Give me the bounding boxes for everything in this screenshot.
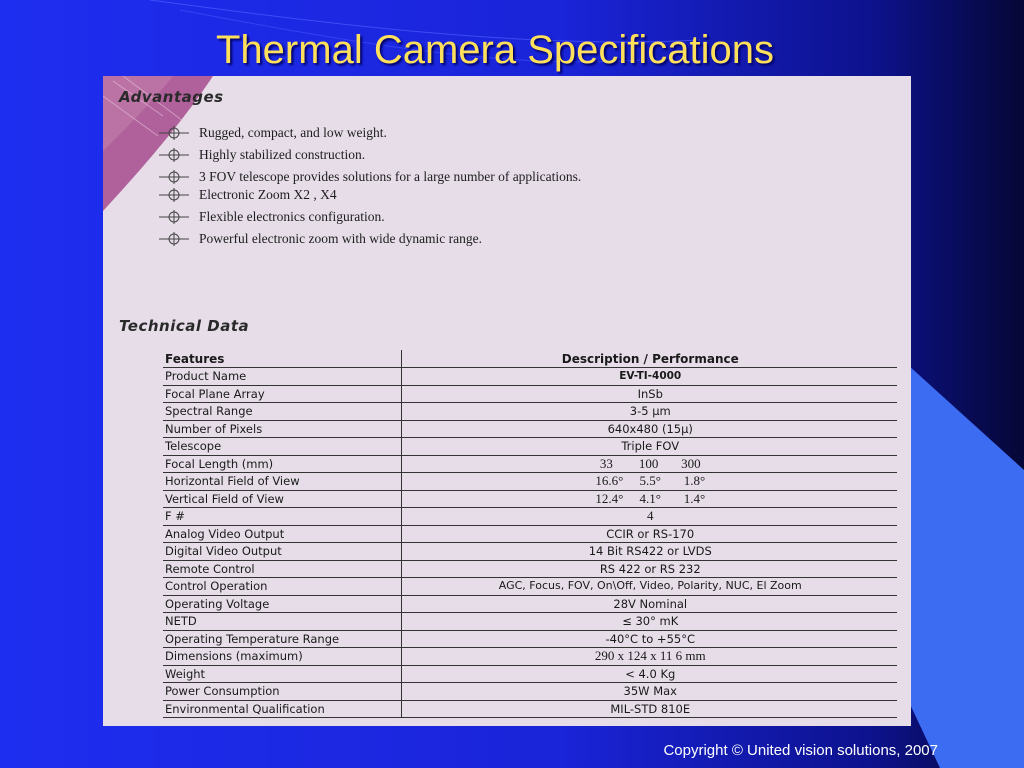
crosshair-bullet-icon [159, 187, 189, 203]
table-row [163, 595, 897, 613]
feature-cell: Remote Control [163, 560, 401, 578]
crosshair-bullet-icon [159, 169, 189, 185]
feature-cell: Focal Length (mm) [163, 455, 401, 473]
feature-cell: Telescope [163, 438, 401, 456]
feature-cell: Digital Video Output [163, 543, 401, 561]
advantage-text: Flexible electronics configuration. [199, 209, 385, 224]
feature-cell: Weight [163, 665, 401, 683]
crosshair-bullet-icon [159, 231, 189, 247]
feature-cell: Vertical Field of View [163, 490, 401, 508]
list-item [159, 206, 581, 228]
table-row [163, 683, 897, 701]
description-cell: 640x480 (15μ) [401, 420, 897, 438]
advantages-list [159, 122, 581, 250]
table-row [163, 403, 897, 421]
description-cell: ≤ 30° mK [401, 613, 897, 631]
technical-data-heading: Technical Data [119, 317, 250, 335]
table-row [163, 438, 897, 456]
table-row [163, 420, 897, 438]
crosshair-bullet-icon [159, 209, 189, 225]
feature-cell: Control Operation [163, 578, 401, 596]
spec-panel [103, 76, 911, 726]
table-row [163, 648, 897, 666]
column-header-description: Description / Performance [401, 350, 897, 368]
feature-cell: Power Consumption [163, 683, 401, 701]
feature-cell: Analog Video Output [163, 525, 401, 543]
description-cell: 16.6° 5.5° 1.8° [401, 473, 897, 491]
crosshair-bullet-icon [159, 125, 189, 141]
slide-title: Thermal Camera Specifications [216, 28, 774, 72]
description-cell: MIL-STD 810E [401, 700, 897, 718]
description-cell: 4 [401, 508, 897, 526]
table-row [163, 473, 897, 491]
table-row [163, 665, 897, 683]
table-row [163, 630, 897, 648]
list-item [159, 228, 581, 250]
list-item [159, 144, 581, 166]
description-cell: RS 422 or RS 232 [401, 560, 897, 578]
description-cell: EV-TI-4000 [401, 368, 897, 386]
description-cell: CCIR or RS-170 [401, 525, 897, 543]
advantage-text: Highly stabilized construction. [199, 147, 366, 162]
column-header-features: Features [163, 350, 401, 368]
list-item [159, 184, 581, 206]
table-row [163, 613, 897, 631]
feature-cell: Horizontal Field of View [163, 473, 401, 491]
description-cell: 33 100 300 [401, 455, 897, 473]
table-row [163, 700, 897, 718]
feature-cell: Focal Plane Array [163, 385, 401, 403]
advantage-text: 3 FOV telescope provides solutions for a large number of applications. [199, 169, 582, 184]
feature-cell: Operating Voltage [163, 595, 401, 613]
description-cell: -40°C to +55°C [401, 630, 897, 648]
list-item [159, 122, 581, 144]
description-cell: 35W Max [401, 683, 897, 701]
feature-cell: F # [163, 508, 401, 526]
table-row [163, 455, 897, 473]
feature-cell: Spectral Range [163, 403, 401, 421]
table-row [163, 385, 897, 403]
spec-table [163, 350, 897, 718]
description-cell: InSb [401, 385, 897, 403]
table-row [163, 508, 897, 526]
feature-cell: Operating Temperature Range [163, 630, 401, 648]
description-cell: 28V Nominal [401, 595, 897, 613]
table-row [163, 490, 897, 508]
feature-cell: Product Name [163, 368, 401, 386]
advantage-text: Electronic Zoom X2 , X4 [199, 187, 337, 202]
advantage-text: Rugged, compact, and low weight. [199, 125, 387, 140]
description-cell: < 4.0 Kg [401, 665, 897, 683]
description-cell: 14 Bit RS422 or LVDS [401, 543, 897, 561]
crosshair-bullet-icon [159, 147, 189, 163]
feature-cell: Number of Pixels [163, 420, 401, 438]
feature-cell: Dimensions (maximum) [163, 648, 401, 666]
advantages-heading: Advantages [119, 88, 224, 106]
table-row [163, 560, 897, 578]
table-header-row [163, 350, 897, 368]
description-cell: Triple FOV [401, 438, 897, 456]
table-row [163, 525, 897, 543]
table-row [163, 543, 897, 561]
table-row [163, 578, 897, 596]
advantage-text: Powerful electronic zoom with wide dynamic range. [199, 231, 483, 246]
description-cell: AGC, Focus, FOV, On\Off, Video, Polarity, NUC, El Zoom [401, 578, 897, 596]
description-cell: 12.4° 4.1° 1.4° [401, 490, 897, 508]
feature-cell: Environmental Qualification [163, 700, 401, 718]
description-cell: 3-5 μm [401, 403, 897, 421]
feature-cell: NETD [163, 613, 401, 631]
table-row [163, 368, 897, 386]
copyright-text: Copyright © United vision solutions, 2007 [663, 742, 938, 759]
description-cell: 290 x 124 x 11 6 mm [401, 648, 897, 666]
